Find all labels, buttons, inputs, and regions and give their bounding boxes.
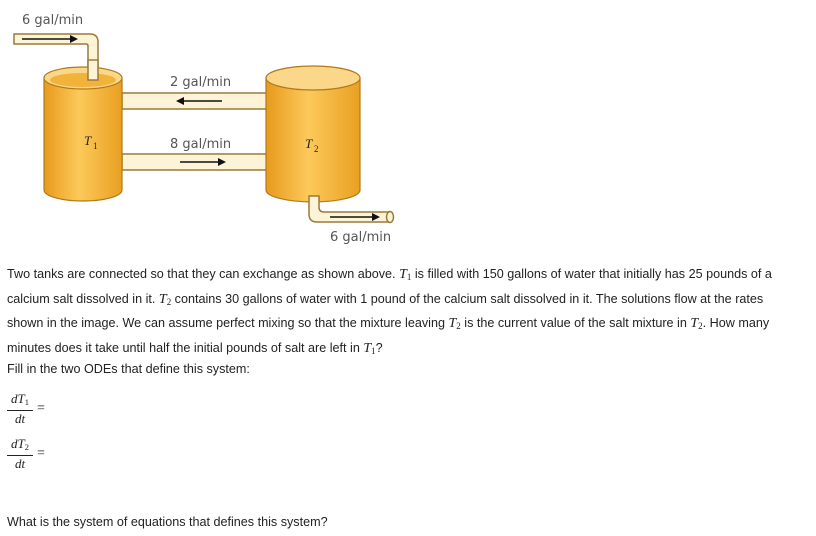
bottom-pipe-label: 8 gal/min [170, 137, 232, 152]
ode-2-equals: = [37, 445, 45, 461]
tank-2-var: $T_2$ [448, 316, 461, 332]
problem-text: contains 30 gallons of water with 1 pound of the calcium salt dissolved in it. The solutions flow at the rates shown in the image. We can assume perfect mixing so that the mixture leaving [7, 291, 764, 331]
tank-2-var: $T_2$ [158, 291, 172, 307]
ode-1-equals: = [37, 400, 45, 416]
tank-2-var: $T_2$ [690, 316, 703, 332]
instruction-text: Fill in the two ODEs that define this system: [7, 362, 250, 376]
outflow-label: 6 gal/min [330, 230, 392, 245]
problem-text: is the current value of the salt mixture in [460, 316, 691, 331]
outflow-pipe-opening [387, 212, 394, 223]
ode-1 [7, 392, 45, 425]
tank-1-var: $T_1$ [363, 340, 376, 356]
question-text: What is the system of equations that defines this system? [7, 515, 328, 529]
tank-2-subscript: 2 [314, 144, 319, 154]
two-tank-diagram [0, 0, 816, 255]
problem-text: ? [375, 340, 383, 355]
problem-text: is filled with 150 gallons of water that initially has 25 pounds of a calcium salt dissolved in it. [7, 267, 772, 306]
ode-2-derivative: $\frac{dT_2}{dt}$ [7, 437, 33, 470]
problem-text: Two tanks are connected so that they can exchange as shown above. [7, 267, 400, 281]
ode-2 [7, 437, 45, 470]
tank-1 [44, 67, 122, 201]
tank-1-var: $T_1$ [399, 267, 412, 282]
problem-statement [7, 264, 797, 362]
inflow-label: 6 gal/min [22, 13, 84, 28]
tank-1-subscript: 1 [93, 141, 98, 151]
ode-1-derivative: $\frac{dT_1}{dt}$ [7, 392, 33, 425]
top-pipe-label: 2 gal/min [170, 75, 232, 90]
tank-2-label: T [305, 136, 313, 151]
tank-1-label: T [84, 133, 92, 148]
tank-2 [266, 66, 360, 202]
problem-text: . How many minutes does it take until half the initial pounds of salt are left in [7, 316, 770, 355]
